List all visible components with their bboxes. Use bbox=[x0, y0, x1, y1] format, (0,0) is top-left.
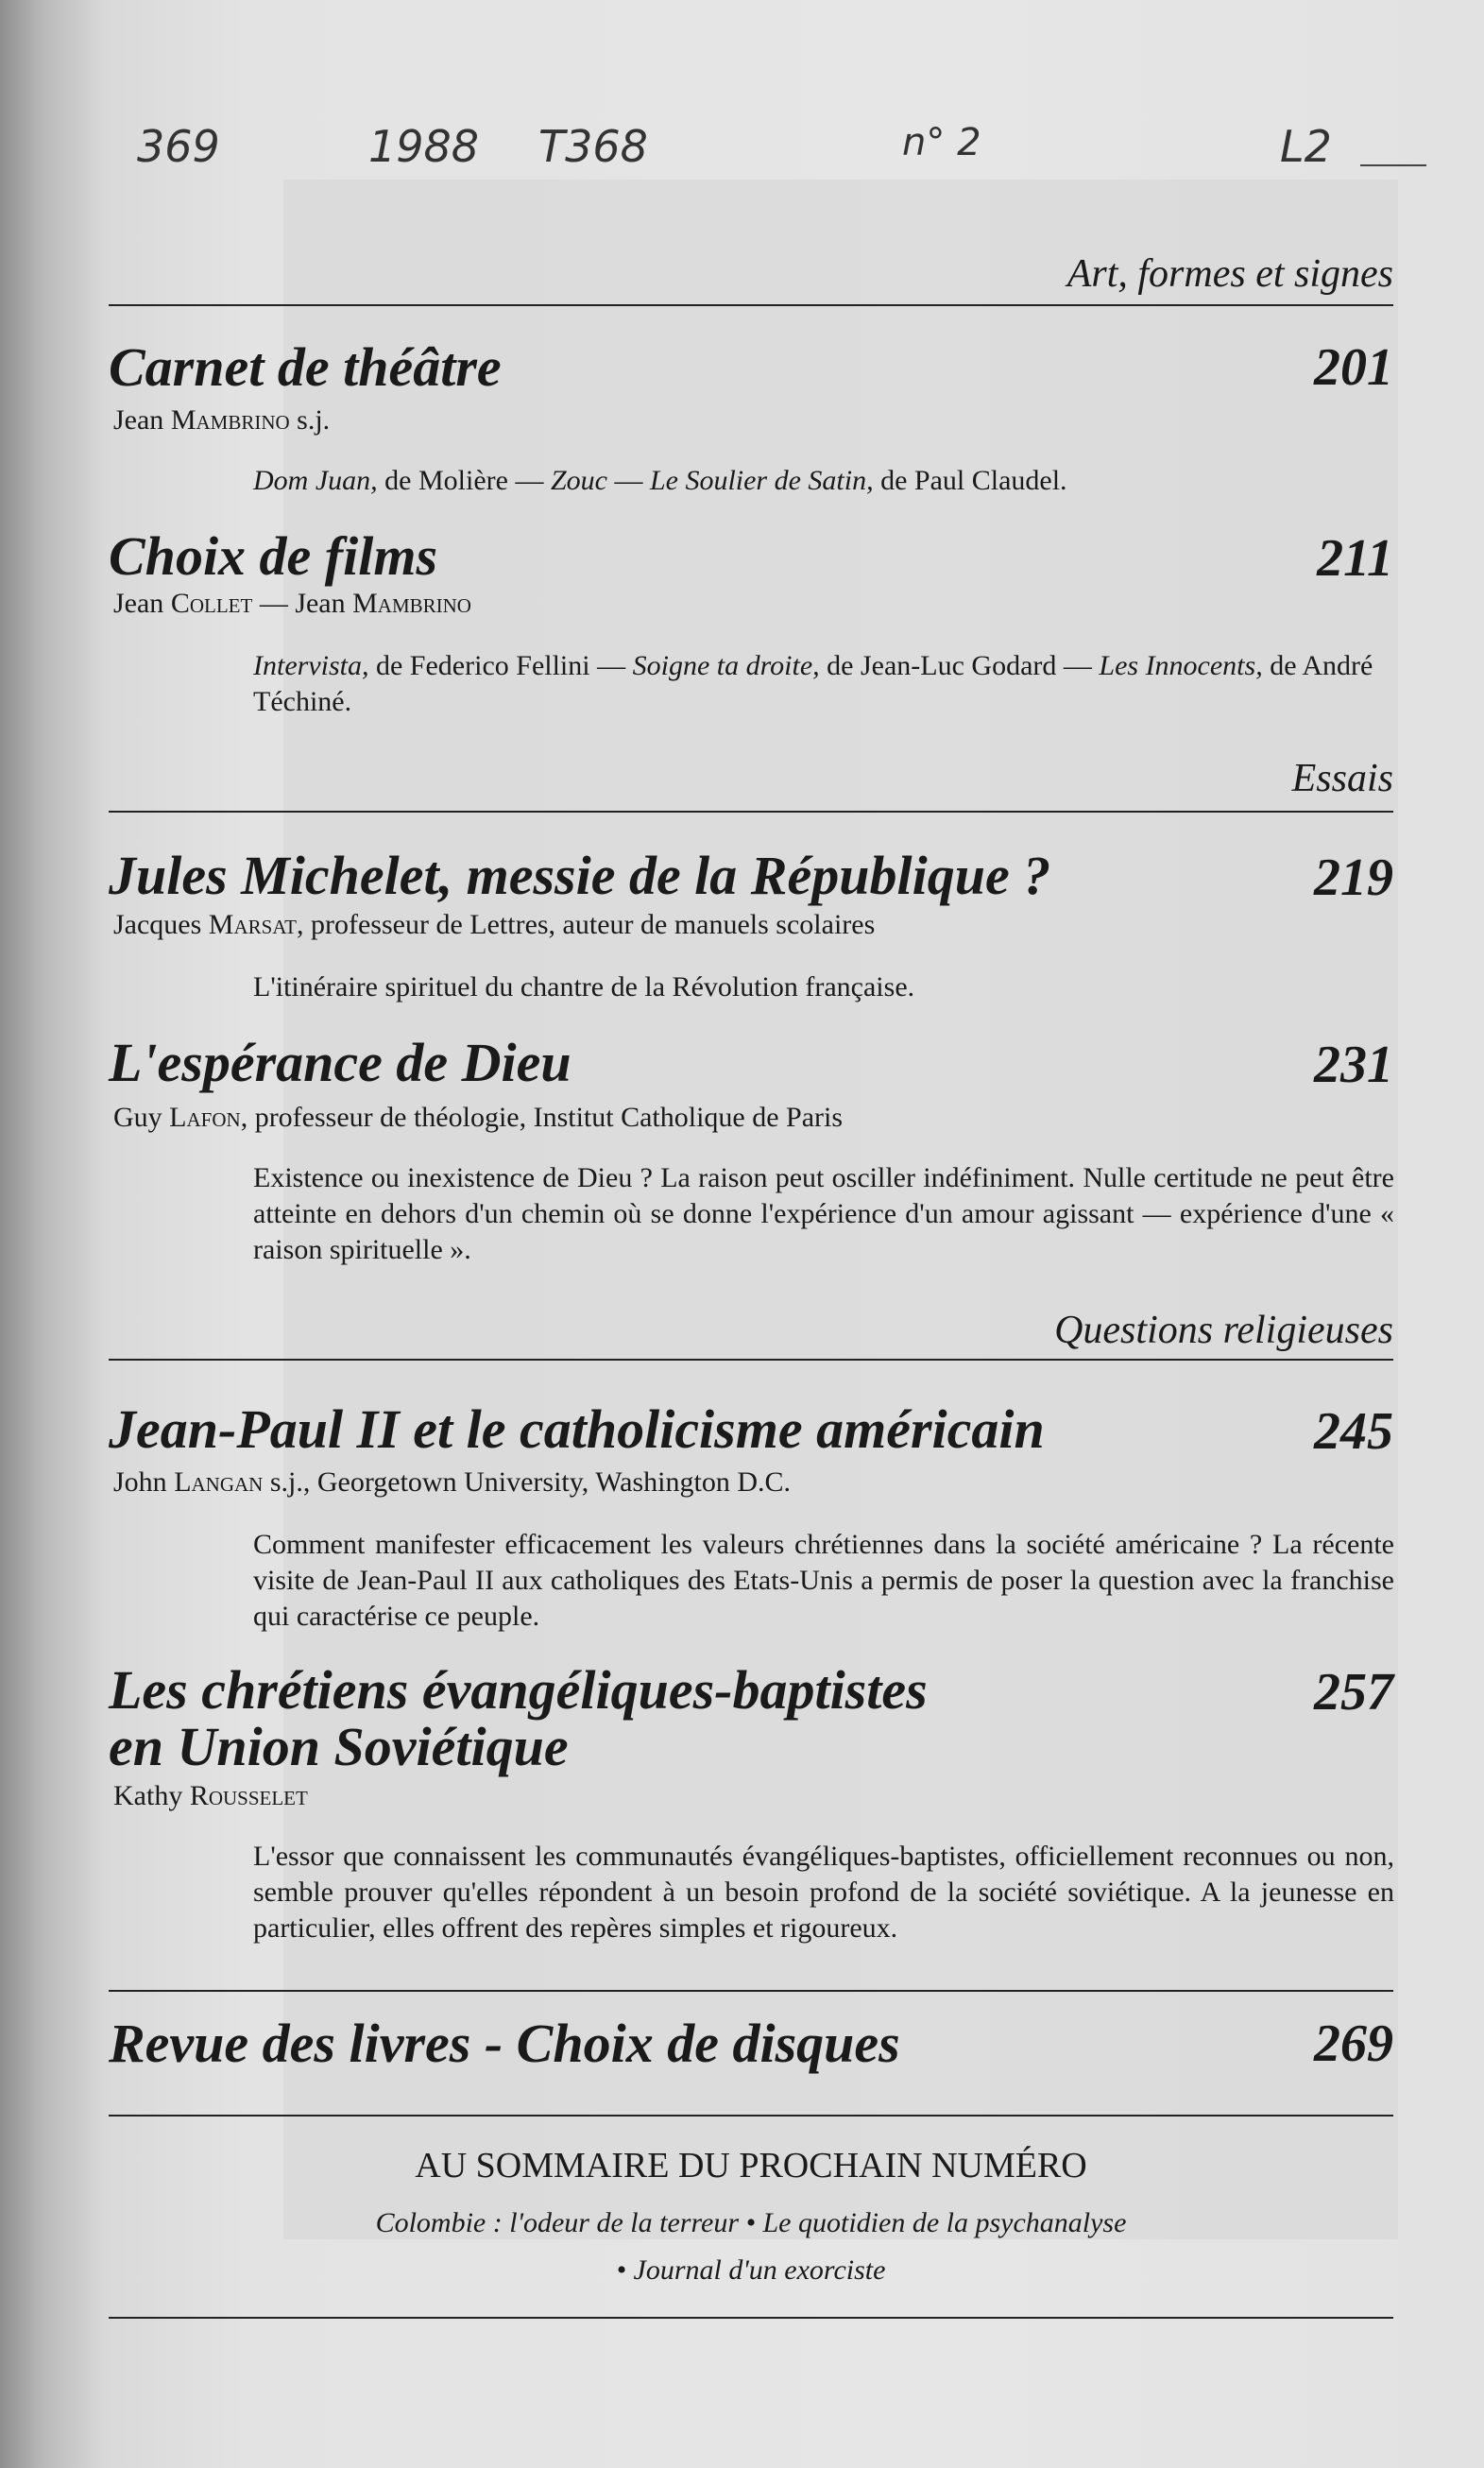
article-author: Jean Mambrino s.j. bbox=[113, 404, 331, 436]
article-title: Jean-Paul II et le catholicisme américain bbox=[109, 1398, 1045, 1460]
section-rule bbox=[109, 2317, 1393, 2319]
section-heading: Art, formes et signes bbox=[1066, 252, 1393, 296]
section-heading: Questions religieuses bbox=[1054, 1309, 1393, 1352]
section-rule bbox=[109, 1359, 1393, 1361]
article-page-number: 219 bbox=[1314, 848, 1393, 907]
next-issue-topics: • Journal d'un exorciste bbox=[616, 2254, 886, 2286]
handwritten-note: L2 bbox=[1280, 121, 1332, 172]
handwritten-note: n° 2 bbox=[902, 121, 981, 164]
section-heading: Essais bbox=[1291, 757, 1393, 800]
article-author: Jean Collet — Jean Mambrino bbox=[113, 588, 471, 619]
article-description: L'essor que connaissent les communautés évangéliques-baptistes, officiellement reconnues ou non, semble prouver qu'elles répondent à un besoin profond de la société soviétique. A la jeunesse en particulier, elles offrent des repères simples et rigoureux. bbox=[253, 1841, 1394, 1944]
next-issue-heading: AU SOMMAIRE DU PROCHAIN NUMÉRO bbox=[415, 2146, 1087, 2185]
article-page-number: 201 bbox=[1314, 338, 1393, 397]
article-description: Dom Juan, de Molière — Zouc — Le Soulier de Satin, de Paul Claudel. bbox=[253, 465, 1067, 496]
article-title: Les chrétiens évangéliques-baptistes bbox=[109, 1659, 928, 1721]
section-rule bbox=[109, 2115, 1393, 2117]
article-description: Intervista, de Federico Fellini — Soigne ta droite, de Jean-Luc Godard — Les Innocents, de André Téchiné. bbox=[253, 650, 1373, 717]
handwritten-note: 1988 bbox=[368, 121, 480, 172]
article-author: Jacques Marsat, professeur de Lettres, auteur de manuels scolaires bbox=[113, 909, 876, 940]
section-rule bbox=[109, 304, 1393, 306]
article-page-number: 211 bbox=[1317, 529, 1393, 588]
article-title: Revue des livres - Choix de disques bbox=[109, 2013, 900, 2074]
article-title: Choix de films bbox=[109, 525, 438, 587]
section-rule bbox=[109, 1990, 1393, 1992]
article-description: Comment manifester efficacement les valeurs chrétiennes dans la société américaine ? La récente visite de Jean-Paul II aux catholiques des Etats-Unis a permis de poser la question avec la franchise qui caractérise ce peuple. bbox=[253, 1529, 1394, 1632]
handwritten-note: T368 bbox=[538, 121, 648, 172]
article-description: Existence ou inexistence de Dieu ? La raison peut osciller indéfiniment. Nulle certitude ne peut être atteinte en dehors d'un chemin où se donne l'expérience d'un amour agissant — expérience d'une « raison spirituelle ». bbox=[253, 1162, 1394, 1265]
next-issue-topics: Colombie : l'odeur de la terreur • Le quotidien de la psychanalyse bbox=[375, 2207, 1127, 2238]
article-title-continued: en Union Soviétique bbox=[109, 1716, 569, 1777]
handwritten-note: 369 bbox=[137, 121, 220, 172]
article-title: Jules Michelet, messie de la République ? bbox=[109, 845, 1051, 906]
article-author: Guy Lafon, professeur de théologie, Institut Catholique de Paris bbox=[113, 1102, 844, 1133]
article-page-number: 269 bbox=[1314, 2014, 1393, 2073]
article-title: Carnet de théâtre bbox=[109, 336, 502, 398]
handwritten-underline bbox=[1360, 164, 1426, 166]
article-page-number: 231 bbox=[1314, 1036, 1393, 1094]
section-rule bbox=[109, 811, 1393, 813]
article-title: L'espérance de Dieu bbox=[109, 1032, 571, 1093]
article-author: John Langan s.j., Georgetown University, Washington D.C. bbox=[113, 1466, 792, 1498]
article-page-number: 257 bbox=[1314, 1663, 1393, 1722]
article-description: L'itinéraire spirituel du chantre de la Révolution française. bbox=[253, 971, 915, 1003]
article-page-number: 245 bbox=[1314, 1402, 1393, 1461]
article-author: Kathy Rousselet bbox=[113, 1780, 308, 1811]
